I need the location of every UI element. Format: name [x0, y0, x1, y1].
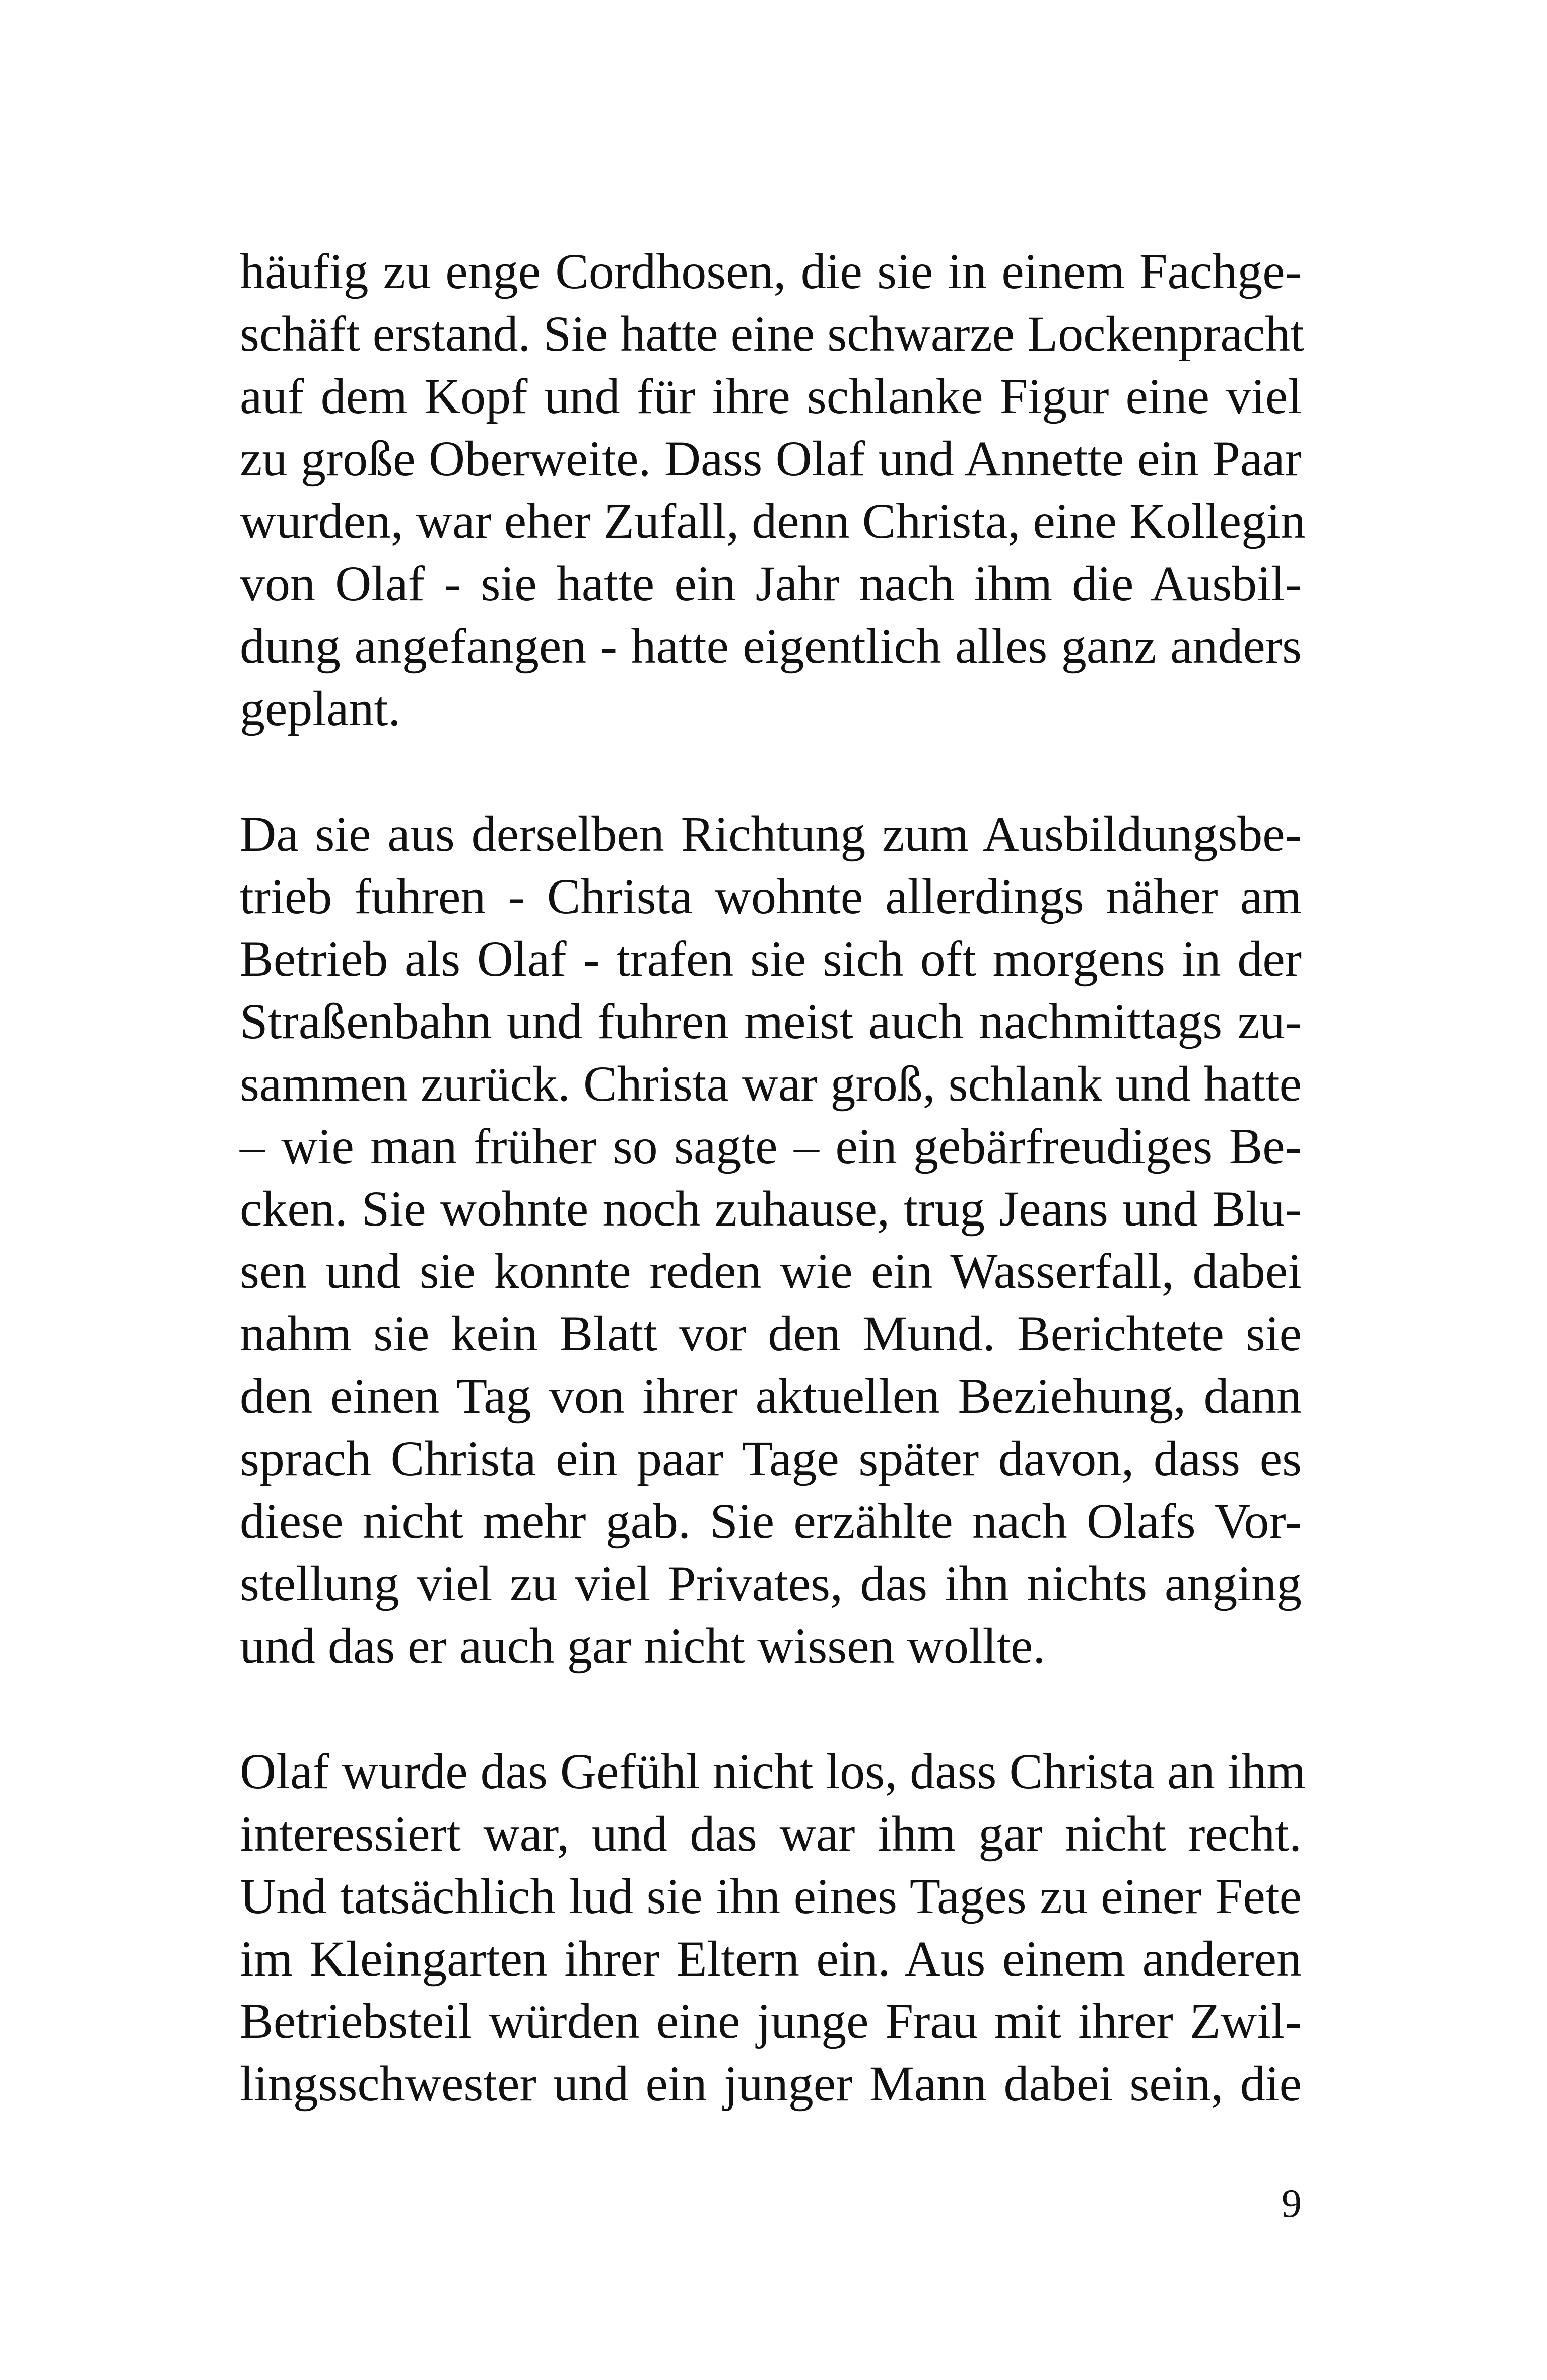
- text-line: sammen zurück. Christa war groß, schlank und hatte: [240, 1056, 1302, 1112]
- text-line: nahm sie kein Blatt vor den Mund. Berichtete sie: [240, 1306, 1302, 1362]
- text-line: Da sie aus derselben Richtung zum Ausbildungsbe-: [240, 806, 1302, 862]
- text-line: den einen Tag von ihrer aktuellen Beziehung, dann: [240, 1368, 1302, 1424]
- page-number: 9: [1282, 2182, 1302, 2226]
- text-line: Olaf wurde das Gefühl nicht los, dass Christa an ihm: [240, 1743, 1306, 1799]
- text-line: stellung viel zu viel Privates, das ihn nichts anging: [240, 1555, 1302, 1611]
- text-line: Betriebsteil würden eine junge Frau mit ihrer Zwil-: [240, 1993, 1302, 2049]
- text-line: im Kleingarten ihrer Eltern ein. Aus einem anderen: [240, 1931, 1302, 1987]
- paragraph-3: [240, 1740, 1306, 2115]
- body-text: [240, 240, 1306, 2115]
- text-line: Und tatsächlich lud sie ihn eines Tages zu einer Fete: [240, 1868, 1302, 1924]
- text-line: lingsschwester und ein junger Mann dabei sein, die: [240, 2056, 1302, 2112]
- text-line: sprach Christa ein paar Tage später davon, dass es: [240, 1431, 1302, 1486]
- text-line: schäft erstand. Sie hatte eine schwarze Lockenpracht: [240, 306, 1304, 362]
- text-line: Straßenbahn und fuhren meist auch nachmittags zu-: [240, 993, 1302, 1049]
- text-line: und das er auch gar nicht wissen wollte.: [240, 1618, 1046, 1674]
- text-line: – wie man früher so sagte – ein gebärfreudiges Be-: [240, 1118, 1302, 1174]
- text-line: von Olaf - sie hatte ein Jahr nach ihm die Ausbil-: [240, 556, 1302, 611]
- text-line: diese nicht mehr gab. Sie erzählte nach Olafs Vor-: [240, 1493, 1302, 1549]
- text-line: cken. Sie wohnte noch zuhause, trug Jeans und Blu-: [240, 1181, 1302, 1237]
- paragraph-2: [240, 803, 1302, 1677]
- text-line: wurden, war eher Zufall, denn Christa, eine Kollegin: [240, 493, 1306, 549]
- text-line: sen und sie konnte reden wie ein Wasserfall, dabei: [240, 1243, 1302, 1299]
- text-line: auf dem Kopf und für ihre schlanke Figur eine viel: [240, 368, 1302, 424]
- text-line: zu große Oberweite. Dass Olaf und Annette ein Paar: [240, 431, 1302, 487]
- text-line: interessiert war, und das war ihm gar nicht recht.: [240, 1806, 1302, 1862]
- text-line: trieb fuhren - Christa wohnte allerdings näher am: [240, 868, 1302, 924]
- text-line: häufig zu enge Cordhosen, die sie in einem Fachge-: [240, 243, 1302, 299]
- text-line: geplant.: [240, 681, 401, 736]
- paragraph-1: [240, 240, 1306, 740]
- text-line: Betrieb als Olaf - trafen sie sich oft morgens in der: [240, 931, 1302, 987]
- text-line: dung angefangen - hatte eigentlich alles ganz anders: [240, 618, 1302, 674]
